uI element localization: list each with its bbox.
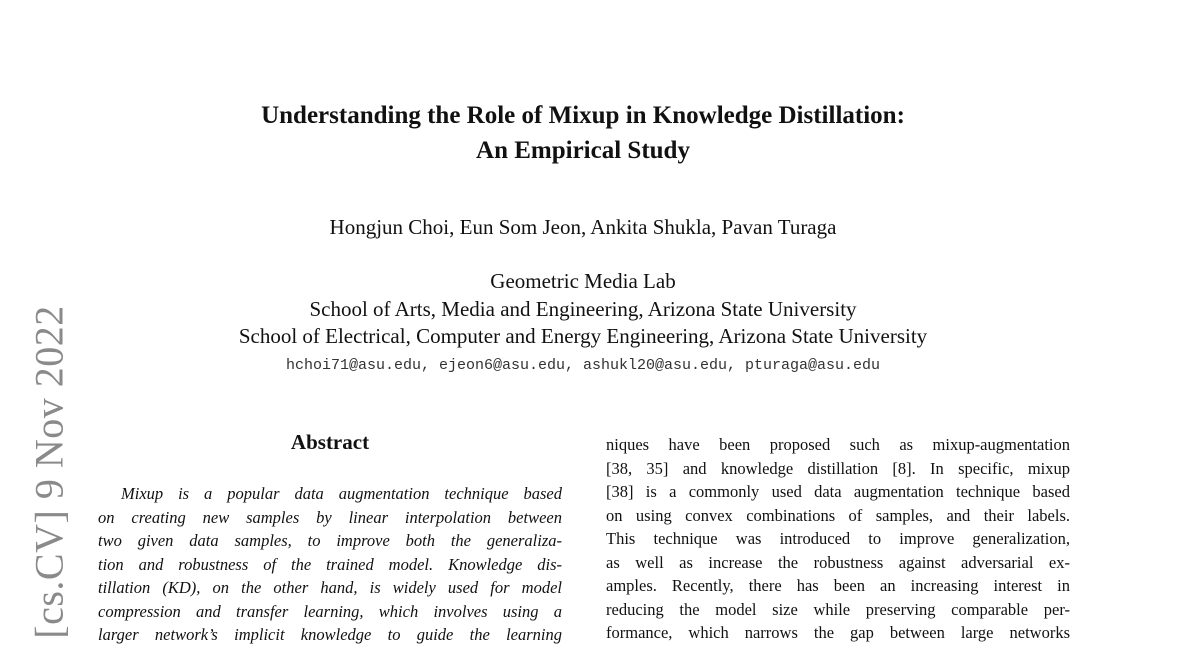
body-line: niques have been proposed such as mixup-augmentation <box>606 435 1070 454</box>
body-line: This technique was introduced to improve generalization, <box>606 529 1070 548</box>
introduction-body <box>606 433 1070 645</box>
affiliation-line: Geometric Media Lab <box>490 269 676 293</box>
abstract-line: compression and transfer learning, which involves using a <box>98 601 562 621</box>
body-line: on using convex combinations of samples, and their labels. <box>606 505 1070 525</box>
abstract-line: tillation (KD), on the other hand, is widely used for model <box>98 578 562 597</box>
title-line: Understanding the Role of Mixup in Knowledge Distillation: <box>261 102 905 129</box>
arxiv-identifier-stamp: [cs.CV] 9 Nov 2022 <box>26 305 72 639</box>
abstract-line: Mixup is a popular data augmentation technique based <box>121 484 562 503</box>
body-line: [38, 35] and knowledge distillation [8]. In specific, mixup <box>606 458 1070 478</box>
abstract-body <box>98 482 562 647</box>
body-line: amples. Recently, there has been an increasing interest in <box>606 576 1070 595</box>
body-line: [38] is a commonly used data augmentation technique based <box>606 482 1070 501</box>
abstract-line: tion and robustness of the trained model. Knowledge dis- <box>98 554 562 574</box>
abstract-heading: Abstract <box>290 430 370 454</box>
body-line: as well as increase the robustness against adversarial ex- <box>606 552 1070 572</box>
body-line: formance, which narrows the gap between large networks <box>606 623 1070 642</box>
author-list: Hongjun Choi, Eun Som Jeon, Ankita Shukla, Pavan Turaga <box>329 215 837 239</box>
paper-title <box>0 98 1166 168</box>
affiliation-line: School of Arts, Media and Engineering, Arizona State University <box>309 296 857 321</box>
body-line: reducing the model size while preserving comparable per- <box>606 599 1070 619</box>
title-line: An Empirical Study <box>476 137 690 164</box>
author-emails: hchoi71@asu.edu, ejeon6@asu.edu, ashukl20@asu.edu, pturaga@asu.edu <box>285 357 881 374</box>
affiliation-line: School of Electrical, Computer and Energy Engineering, Arizona State University <box>238 324 928 348</box>
affiliations <box>0 268 1166 351</box>
abstract-line: two given data samples, to improve both the generaliza- <box>98 531 562 550</box>
abstract-line: larger network’s implicit knowledge to guide the learning <box>98 625 562 644</box>
abstract-line: on creating new samples by linear interpolation between <box>98 507 562 527</box>
